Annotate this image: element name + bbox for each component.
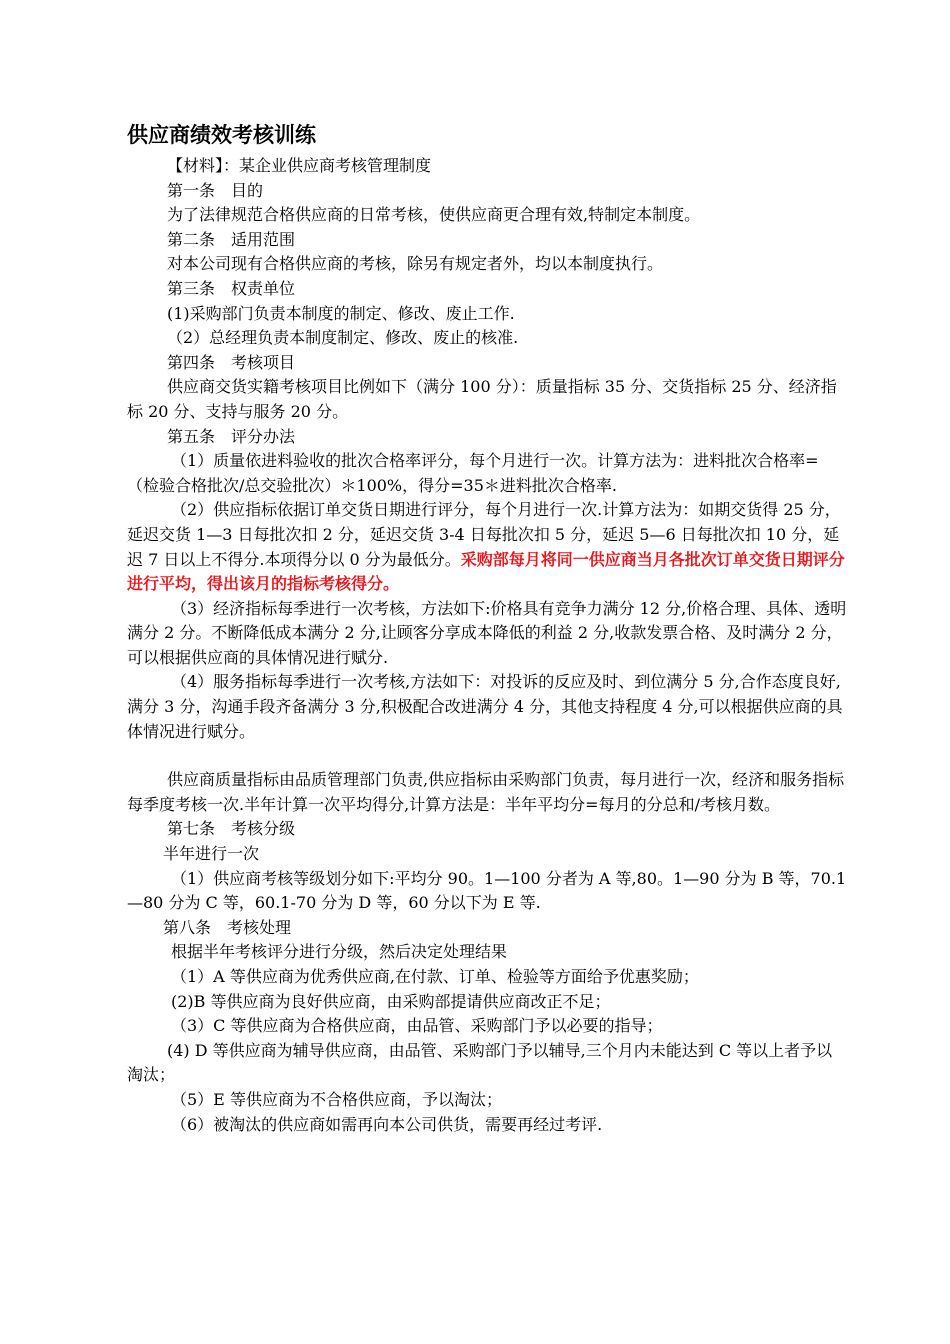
article-4-body: 供应商交货实籍考核项目比例如下（满分 100 分）：质量指标 35 分、交货指标 25 分、经济指标 20 分、支持与服务 20 分。 <box>127 377 837 421</box>
article-8-intro: 根据半年考核评分进行分级，然后决定处理结果 <box>171 942 508 962</box>
article-5-item-2-text: （2）供应指标依据订单交货日期进行评分，每个月进行一次.计算方法为：如期交货得 25 分，延迟交货 1—3 日每批次扣 2 分，延迟交货 3-4 日每批次扣 5 分，延迟 5—6 日每批次扣 10 分，延迟 7 日以上不得分.本项得分以 0 分为最低分。 <box>127 500 841 569</box>
article-8-item-2: (2)B 等供应商为良好供应商，由采购部提请供应商改正不足； <box>171 991 611 1011</box>
document-page <box>127 120 847 1137</box>
article-2-heading: 第二条 适用范围 <box>167 229 296 249</box>
article-3-item-1: (1)采购部门负责本制度的制定、修改、废止工作. <box>167 303 515 323</box>
article-2-body: 对本公司现有合格供应商的考核，除另有规定者外，均以本制度执行。 <box>167 254 664 274</box>
article-8-item-3: （3）C 等供应商为合格供应商，由品管、采购部门予以必要的指导； <box>171 1016 663 1036</box>
article-5-item-3: （3）经济指标每季进行一次考核，方法如下:价格具有竞争力满分 12 分,价格合理、具体、透明满分 2 分。不断降低成本满分 2 分,让顾客分享成本降低的利益 2 分,收款发票合格、及时满分 2 分，可以根据供应商的具体情况进行赋分. <box>127 598 847 667</box>
article-5-item-2-highlight: 采购部每月将同一供应商当月各批次订单交货日期评分进行平均，得出该月的指标考核得分。 <box>127 549 845 594</box>
article-8-item-6: （6）被淘汰的供应商如需再向本公司供货，需要再经过考评. <box>171 1114 603 1134</box>
article-5-item-1: （1）质量依进料验收的批次合格率评分，每个月进行一次。计算方法为：进料批次合格率=（检验合格批次/总交验批次）＊100%，得分=35＊进料批次合格率. <box>127 451 819 495</box>
article-8-item-1: （1）A 等供应商为优秀供应商,在付款、订单、检验等方面给予优惠奖励； <box>171 967 699 986</box>
article-7-item-1: （1）供应商考核等级划分如下:平均分 90。1—100 分者为 A 等,80。1—90 分为 B 等，70.1—80 分为 C 等，60.1-70 分为 D 等，60 分以下为 E 等. <box>127 868 847 913</box>
article-5-heading: 第五条 评分办法 <box>167 426 296 446</box>
article-7-frequency: 半年进行一次 <box>163 844 260 864</box>
article-8-heading: 第八条 考核处理 <box>163 917 292 937</box>
article-7-heading: 第七条 考核分级 <box>167 819 296 839</box>
paragraph-gap <box>127 744 847 768</box>
article-3-heading: 第三条 权责单位 <box>167 278 296 298</box>
article-5-item-4: （4）服务指标每季进行一次考核,方法如下：对投诉的反应及时、到位满分 5 分,合作态度良好,满分 3 分，沟通手段齐备满分 3 分,积极配合改进满分 4 分，其他支持程度 4 分,可以根据供应商的具体情况进行赋分。 <box>127 672 843 741</box>
material-label: 【材料】：某企业供应商考核管理制度 <box>167 156 432 175</box>
article-8-item-4: (4) D 等供应商为辅导供应商，由品管、采购部门予以辅导,三个月内未能达到 C 等以上者予以淘汰； <box>127 1040 833 1085</box>
article-8-item-5: （5）E 等供应商为不合格供应商，予以淘汰； <box>171 1089 502 1109</box>
article-6-body: 供应商质量指标由品质管理部门负责,供应指标由采购部门负责，每月进行一次，经济和服务指标每季度考核一次.半年计算一次平均得分,计算方法是：半年平均分=每月的分总和/考核月数。 <box>127 770 845 814</box>
article-1-heading: 第一条 目的 <box>167 180 264 200</box>
article-4-heading: 第四条 考核项目 <box>167 352 296 372</box>
article-3-item-2: （2）总经理负责本制度制定、修改、废止的核准. <box>167 328 519 348</box>
document-title: 供应商绩效考核训练 <box>127 123 316 147</box>
article-5-item-2 <box>127 498 847 596</box>
article-1-body: 为了法律规范合格供应商的日常考核，使供应商更合理有效,特制定本制度。 <box>167 205 701 225</box>
